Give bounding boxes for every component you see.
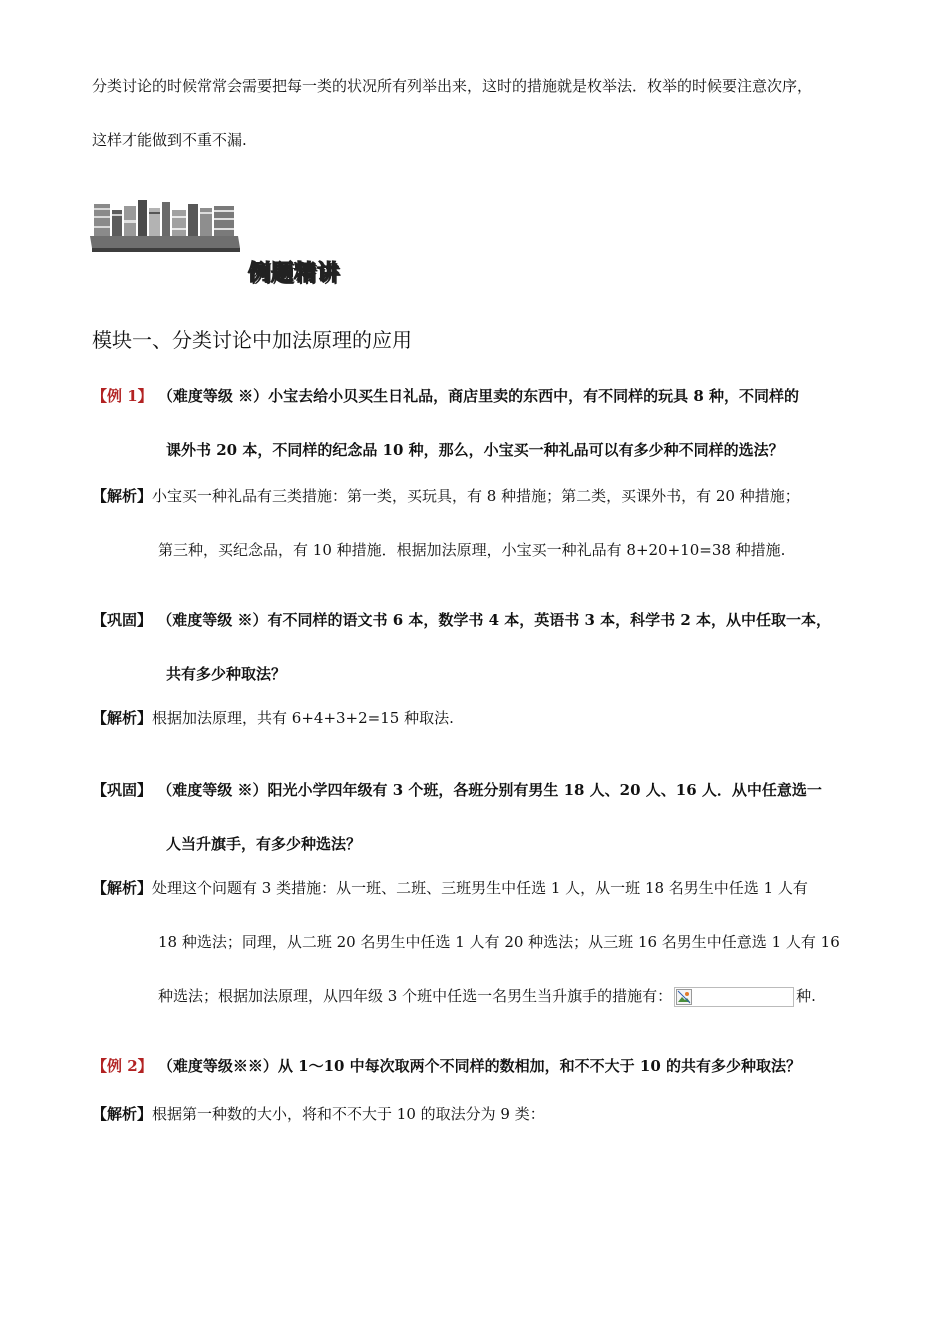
example-2-answer-tag: 【解析】: [92, 1105, 153, 1123]
banner-title: 例题精讲: [248, 261, 341, 286]
example-1-answer-line-2: 第三种，买纪念品，有 10 种措施．根据加法原理，小宝买一种礼品有 8+20+10=38 种措施.: [158, 541, 786, 559]
example-1-answer-line-1: [92, 486, 800, 506]
example-2-question-line-1: [92, 1056, 801, 1076]
example-1-question-line-1: [92, 386, 799, 406]
consolidation-1-question-text: （难度等级 ※）有不同样的语文书 6 本，数学书 4 本，英语书 3 本，科学书 2 本，从中任取一本，: [157, 611, 832, 629]
example-1-answer-tag: 【解析】: [92, 487, 153, 505]
answer-image-placeholder: [674, 987, 794, 1007]
consolidation-2-answer-line-3: [158, 986, 816, 1007]
example-2-tag: 【例 2】: [92, 1057, 153, 1075]
consolidation-2-tag: 【巩固】: [92, 781, 153, 799]
example-2-answer-line-1: [92, 1104, 545, 1124]
intro-line-2: 这样才能做到不重不漏.: [92, 131, 247, 149]
module-title: 模块一、分类讨论中加法原理的应用: [92, 328, 412, 352]
consolidation-2-question-text: （难度等级 ※）阳光小学四年级有 3 个班，各班分别有男生 18 人、20 人、16 人．从中任意选一: [157, 781, 822, 799]
consolidation-2-question-line-2: 人当升旗手，有多少种选法？: [166, 835, 362, 853]
consolidation-2-answer-line-1: [92, 878, 808, 898]
consolidation-1-question-line-1: [92, 610, 831, 630]
example-1-answer-text: 小宝买一种礼品有三类措施：第一类，买玩具，有 8 种措施；第二类，买课外书，有 20 种措施；: [152, 487, 800, 505]
consolidation-2-answer-line-2: 18 种选法；同理，从二班 20 名男生中任选 1 人有 20 种选法；从三班 16 名男生中任意选 1 人有 16: [158, 933, 840, 951]
example-1-question-line-2: 课外书 20 本，不同样的纪念品 10 种，那么，小宝买一种礼品可以有多少种不同样的选法？: [166, 441, 784, 459]
consolidation-2-answer-text: 处理这个问题有 3 类措施：从一班、二班、三班男生中任选 1 人，从一班 18 名男生中任选 1 人有: [152, 879, 808, 897]
example-2-question-text: （难度等级※※）从 1～10 中每次取两个不同样的数相加，和不不大于 10 的共有多少种取法？: [157, 1057, 801, 1075]
broken-image-icon: [676, 989, 692, 1005]
example-1-question-text: （难度等级 ※）小宝去给小贝买生日礼品，商店里卖的东西中，有不同样的玩具 8 种，不同样的: [157, 387, 800, 405]
consolidation-1-question-line-2: 共有多少种取法？: [166, 665, 287, 683]
consolidation-1-answer-text: 根据加法原理，共有 6+4+3+2=15 种取法.: [152, 709, 454, 727]
example-2-answer-text: 根据第一种数的大小，将和不不大于 10 的取法分为 9 类：: [152, 1105, 545, 1123]
consolidation-2-question-line-1: [92, 780, 822, 800]
consolidation-2-answer-text-post: 种.: [796, 987, 816, 1005]
example-1-tag: 【例 1】: [92, 387, 153, 405]
consolidation-2-answer-tag: 【解析】: [92, 879, 153, 897]
consolidation-1-answer-line-1: [92, 708, 454, 728]
intro-line-1: 分类讨论的时候常常会需要把每一类的状况所有列举出来，这时的措施就是枚举法．枚举的时候要注意次序，: [92, 77, 813, 95]
consolidation-1-tag: 【巩固】: [92, 611, 153, 629]
consolidation-2-answer-text-pre: 种选法；根据加法原理，从四年级 3 个班中任选一名男生当升旗手的措施有：: [158, 987, 673, 1005]
consolidation-1-answer-tag: 【解析】: [92, 709, 153, 727]
